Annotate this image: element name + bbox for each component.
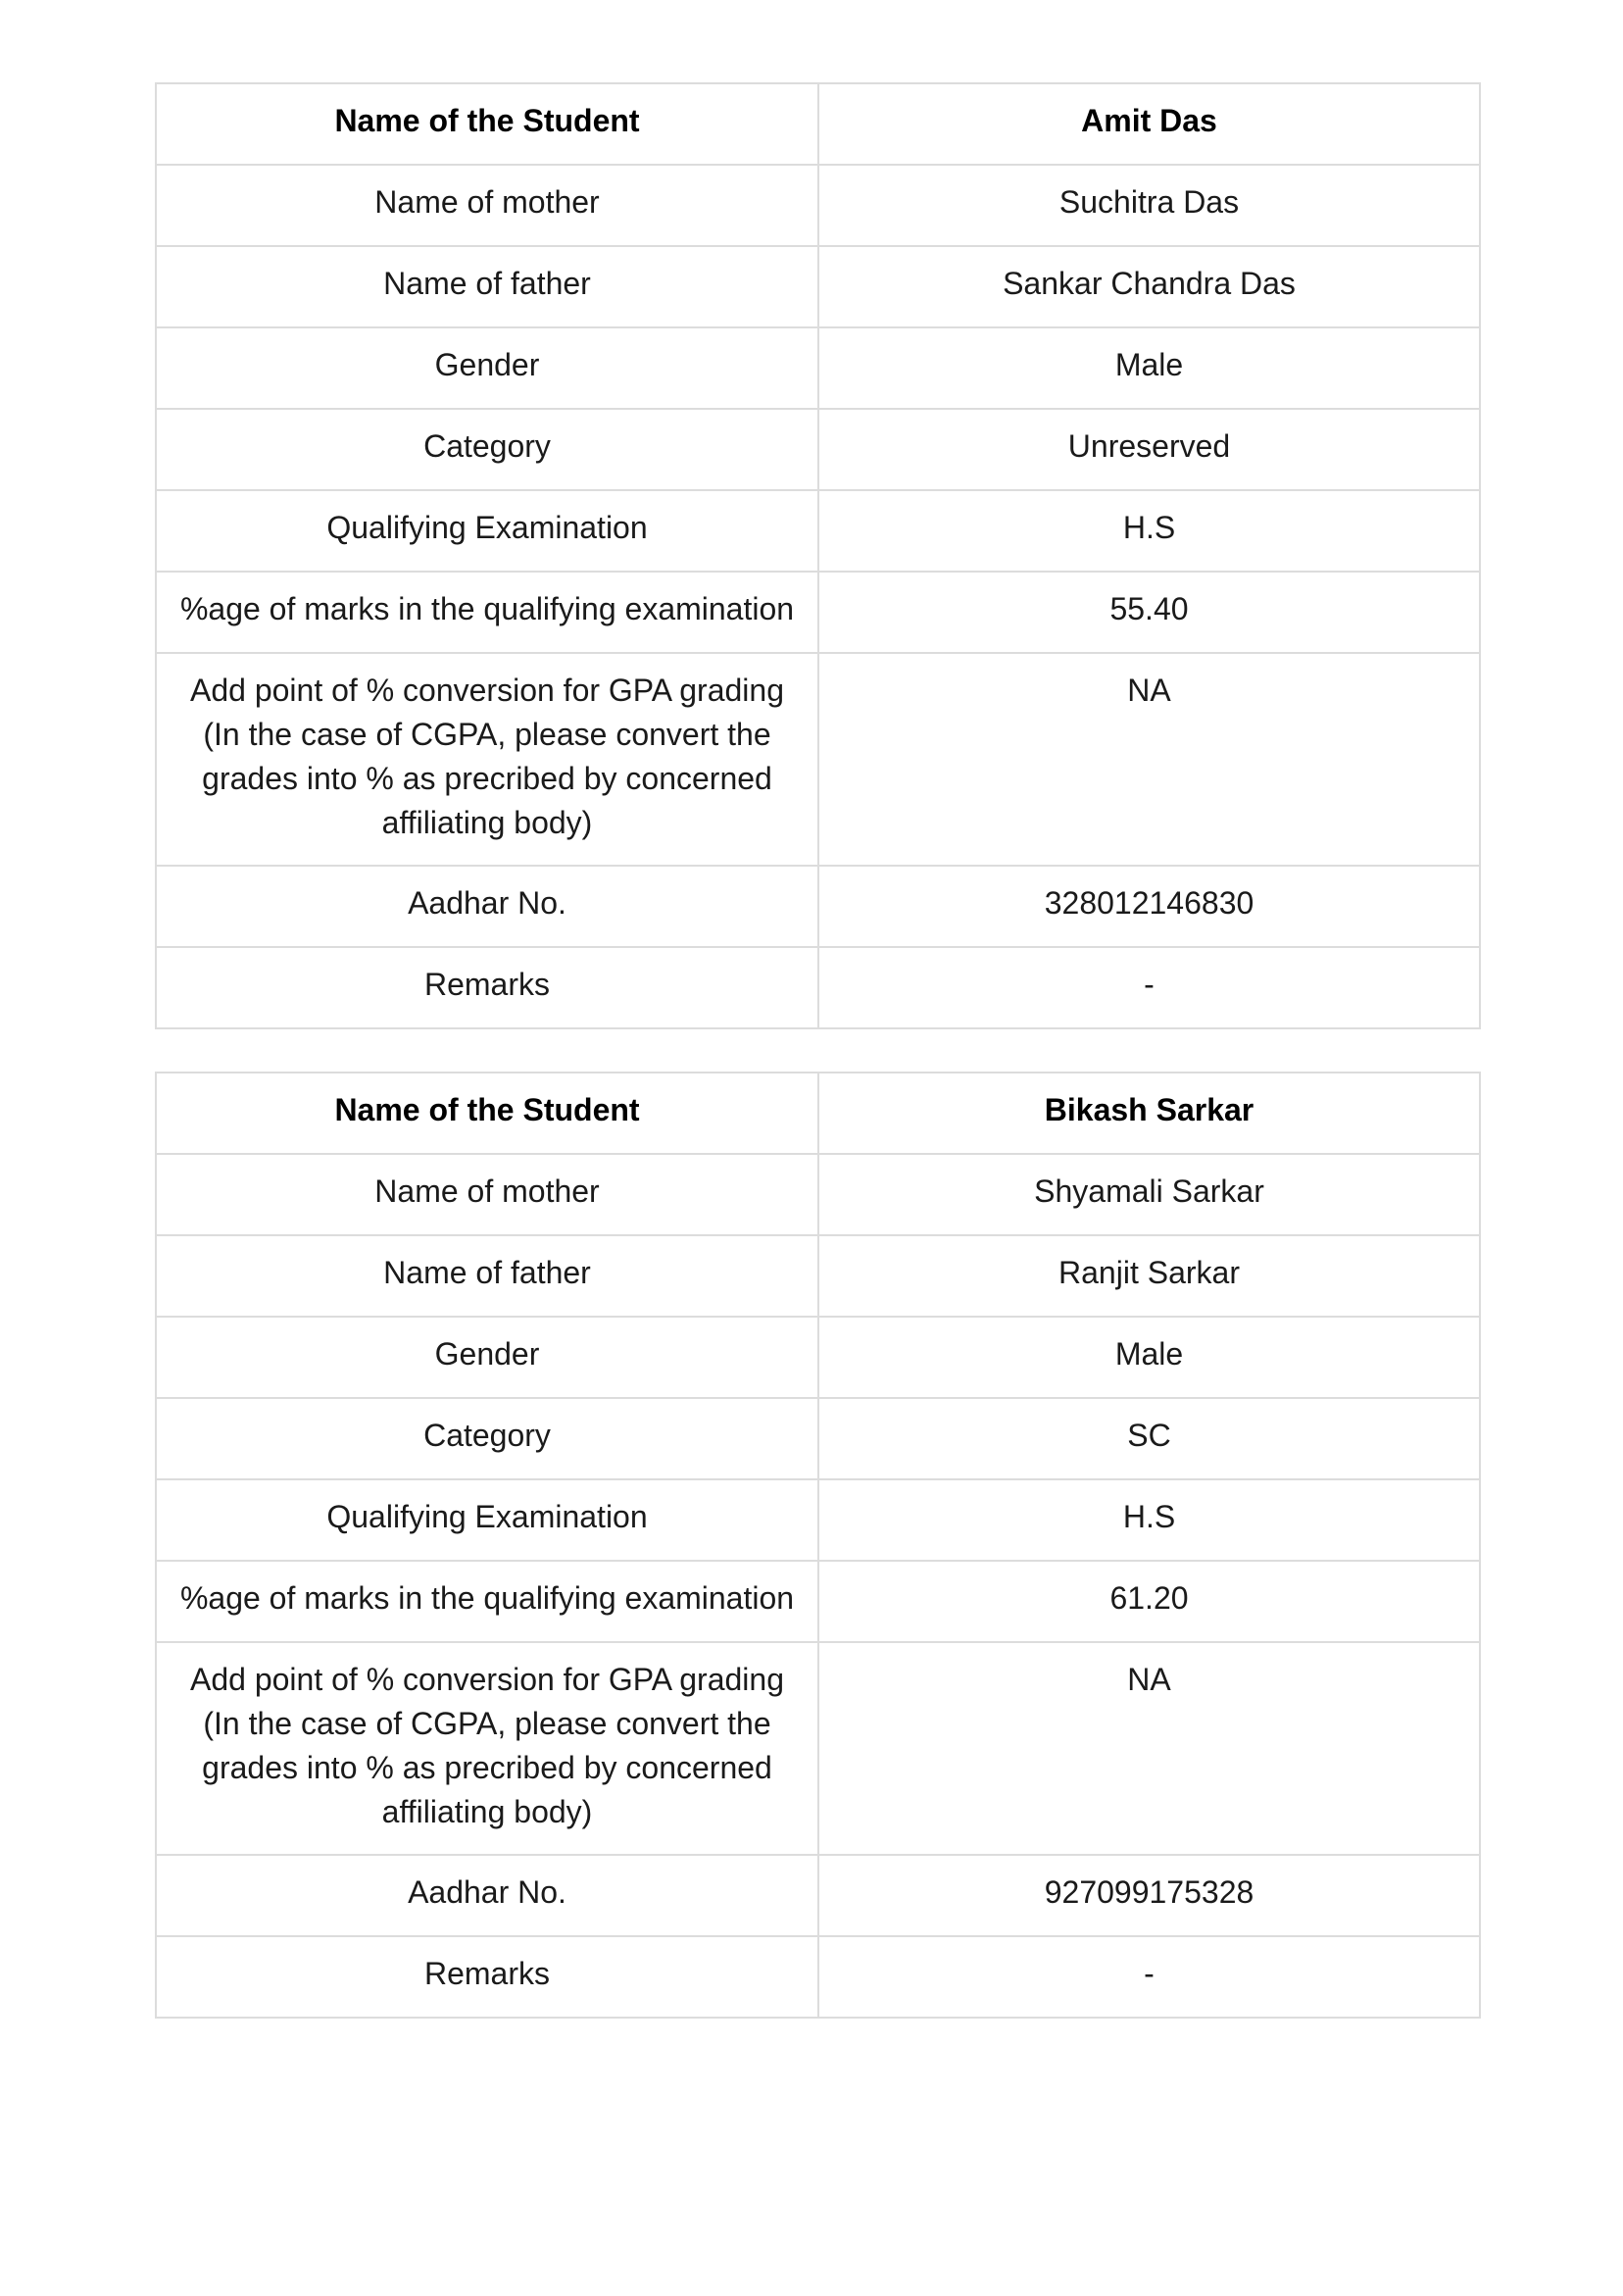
category-label: Category xyxy=(156,1398,818,1479)
student-name-value: Bikash Sarkar xyxy=(818,1073,1480,1154)
mother-label: Name of mother xyxy=(156,165,818,246)
percentage-label: %age of marks in the qualifying examination xyxy=(156,1561,818,1642)
table-row xyxy=(156,83,1480,165)
gpa-conversion-label: Add point of % conversion for GPA grading (In the case of CGPA, please convert the grades into % as precribed by concerned affiliating body) xyxy=(156,1642,818,1855)
mother-label: Name of mother xyxy=(156,1154,818,1235)
category-label: Category xyxy=(156,409,818,490)
category-value: Unreserved xyxy=(818,409,1480,490)
table-row xyxy=(156,866,1480,947)
remarks-value: - xyxy=(818,947,1480,1028)
table-row xyxy=(156,1398,1480,1479)
gender-label: Gender xyxy=(156,327,818,409)
student-record-table xyxy=(155,1072,1481,2019)
gender-value: Male xyxy=(818,327,1480,409)
table-row xyxy=(156,409,1480,490)
table-row xyxy=(156,947,1480,1028)
qualifying-exam-value: H.S xyxy=(818,490,1480,572)
remarks-value: - xyxy=(818,1936,1480,2018)
table-row xyxy=(156,490,1480,572)
table-row xyxy=(156,653,1480,866)
qualifying-exam-label: Qualifying Examination xyxy=(156,490,818,572)
gender-label: Gender xyxy=(156,1317,818,1398)
mother-value: Suchitra Das xyxy=(818,165,1480,246)
table-row xyxy=(156,1642,1480,1855)
percentage-value: 61.20 xyxy=(818,1561,1480,1642)
table-row xyxy=(156,1479,1480,1561)
remarks-label: Remarks xyxy=(156,1936,818,2018)
percentage-value: 55.40 xyxy=(818,572,1480,653)
table-row xyxy=(156,1073,1480,1154)
name-label: Name of the Student xyxy=(156,83,818,165)
table-row xyxy=(156,246,1480,327)
aadhar-value: 927099175328 xyxy=(818,1855,1480,1936)
gender-value: Male xyxy=(818,1317,1480,1398)
table-row xyxy=(156,1855,1480,1936)
aadhar-value: 328012146830 xyxy=(818,866,1480,947)
gpa-conversion-value: NA xyxy=(818,653,1480,866)
gpa-conversion-label: Add point of % conversion for GPA grading (In the case of CGPA, please convert the grades into % as precribed by concerned affiliating body) xyxy=(156,653,818,866)
aadhar-label: Aadhar No. xyxy=(156,1855,818,1936)
mother-value: Shyamali Sarkar xyxy=(818,1154,1480,1235)
table-row xyxy=(156,572,1480,653)
father-label: Name of father xyxy=(156,1235,818,1317)
student-name-value: Amit Das xyxy=(818,83,1480,165)
table-row xyxy=(156,327,1480,409)
category-value: SC xyxy=(818,1398,1480,1479)
remarks-label: Remarks xyxy=(156,947,818,1028)
table-row xyxy=(156,1561,1480,1642)
table-row xyxy=(156,165,1480,246)
father-value: Ranjit Sarkar xyxy=(818,1235,1480,1317)
qualifying-exam-label: Qualifying Examination xyxy=(156,1479,818,1561)
percentage-label: %age of marks in the qualifying examination xyxy=(156,572,818,653)
father-value: Sankar Chandra Das xyxy=(818,246,1480,327)
qualifying-exam-value: H.S xyxy=(818,1479,1480,1561)
table-row xyxy=(156,1235,1480,1317)
gpa-conversion-value: NA xyxy=(818,1642,1480,1855)
father-label: Name of father xyxy=(156,246,818,327)
student-record-table xyxy=(155,82,1481,1029)
table-row xyxy=(156,1317,1480,1398)
name-label: Name of the Student xyxy=(156,1073,818,1154)
table-row xyxy=(156,1154,1480,1235)
aadhar-label: Aadhar No. xyxy=(156,866,818,947)
table-row xyxy=(156,1936,1480,2018)
